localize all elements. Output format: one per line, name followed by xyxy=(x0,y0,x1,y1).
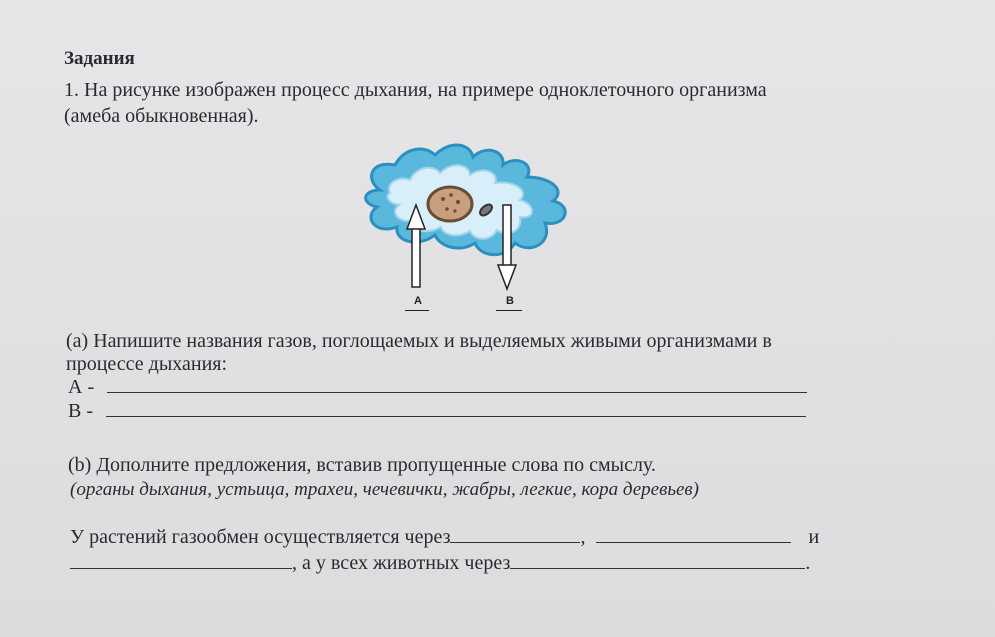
sentence2-period: . xyxy=(805,552,811,574)
answer-a-row xyxy=(68,376,807,399)
part-a-line1: (а) Напишите названия газов, поглощаемых и выделяемых живыми организмами в xyxy=(66,330,772,352)
sentence1-start: У растений газообмен осуществляется через xyxy=(70,526,451,548)
answer-b-blank[interactable] xyxy=(106,415,806,417)
task1-line2: (амеба обыкновенная). xyxy=(64,105,259,127)
amoeba-illustration xyxy=(355,135,585,315)
answer-b-label: В - xyxy=(68,400,93,422)
part-b-line1: (b) Дополните предложения, вставив пропущенные слова по смыслу. xyxy=(68,454,656,476)
answer-a-label: А - xyxy=(68,376,95,398)
figure-label-a-underline xyxy=(405,310,429,311)
sentence2-row xyxy=(70,552,810,575)
answer-b-row xyxy=(68,400,806,423)
figure-label-b: В xyxy=(506,295,514,307)
sentence1-row xyxy=(70,526,819,549)
figure-label-b-underline xyxy=(496,310,522,311)
sentence2-blank-1[interactable] xyxy=(70,567,292,569)
part-b-word-bank: (органы дыхания, устьица, трахеи, чечевички, жабры, легкие, кора деревьев) xyxy=(70,479,699,500)
sentence2-mid: , а у всех животных через xyxy=(292,552,511,574)
task1-line1: 1. На рисунке изображен процесс дыхания, на примере одноклеточного организма xyxy=(64,79,767,101)
sentence1-and: и xyxy=(808,526,820,548)
part-a-line2: процессе дыхания: xyxy=(66,353,228,375)
sentence1-blank-2[interactable] xyxy=(596,541,791,543)
amoeba-figure xyxy=(355,135,585,315)
sentence1-blank-1[interactable] xyxy=(450,541,580,543)
sentence1-comma: , xyxy=(580,526,586,548)
figure-label-a: А xyxy=(414,295,422,307)
sentence2-blank-2[interactable] xyxy=(510,567,805,569)
answer-a-blank[interactable] xyxy=(107,391,807,393)
tasks-heading: Задания xyxy=(64,48,135,69)
nucleus xyxy=(428,187,472,221)
